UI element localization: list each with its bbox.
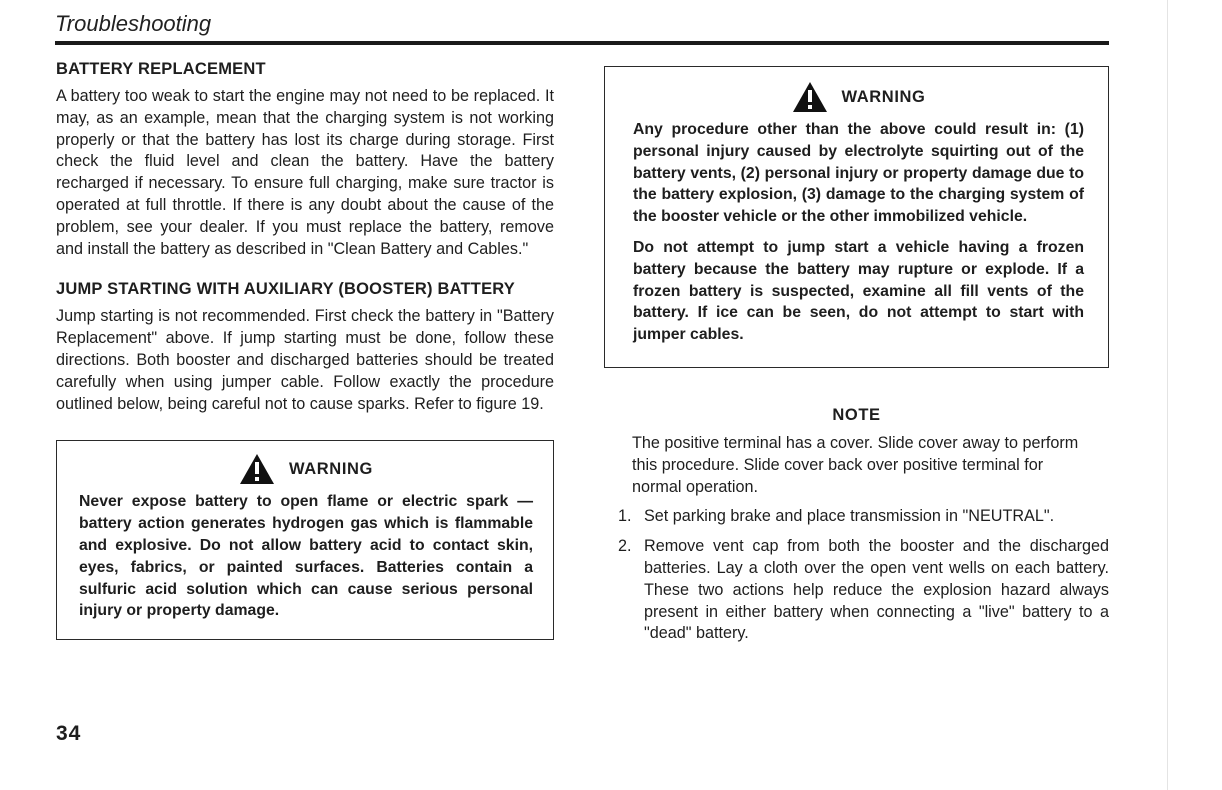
scan-edge-line — [1167, 0, 1168, 790]
warning-triangle-icon — [792, 81, 828, 113]
warning-text-frozen: Do not attempt to jump start a vehicle having a frozen battery because the battery may rupture or explode. If a frozen battery is suspected, examine all fill vents of the battery. If ice can be seen, do not attempt to start with jumper cables. — [633, 238, 1084, 344]
page-number: 34 — [56, 722, 82, 745]
battery-replacement-paragraph: A battery too weak to start the engine may not need to be replaced. It may, as an example, mean that the charging system is not working properly or that the battery has lost its charge during storage. First check the fluid level and clean the battery. Have the battery recharged if necessary. To ensure full charging, make sure tractor is operated at full throttle. If there is any doubt about the cause of the problem, see your dealer. If you must replace the battery, remove and install the battery as described in "Clean Battery and Cables." — [56, 87, 554, 258]
page-header-title: Troubleshooting — [55, 11, 212, 36]
note-text: The positive terminal has a cover. Slide cover away to perform this procedure. Slide cover back over positive terminal for normal operation. — [632, 433, 1079, 496]
list-item — [604, 536, 1109, 645]
right-column — [604, 66, 1109, 653]
jump-starting-heading: JUMP STARTING WITH AUXILIARY (BOOSTER) BATTERY — [56, 280, 515, 299]
warning-box-spark — [56, 440, 554, 640]
step-text: Remove vent cap from both the booster and the discharged batteries. Lay a cloth over the open vent wells on each battery. These two actions help reduce the explosion hazard always present in either battery when connecting a "live" battery to a "dead" battery. — [644, 537, 1109, 643]
list-item — [604, 506, 1109, 528]
warning-triangle-icon — [239, 453, 275, 485]
note-heading: NOTE — [832, 405, 881, 424]
warning-header — [633, 81, 1084, 113]
warning-text: Never expose battery to open flame or electric spark — battery action generates hydrogen gas which is flammable and explosive. Do not allow battery acid to contact skin, eyes, fabrics, or painted surfaces. Batteries contain a sulfuric acid solution which can cause serious personal injury or property damage. — [79, 493, 533, 620]
left-column — [56, 60, 554, 640]
step-number: 1. — [618, 507, 632, 526]
procedure-steps — [604, 506, 1109, 645]
battery-replacement-heading: BATTERY REPLACEMENT — [56, 60, 266, 78]
warning-label: WARNING — [841, 87, 926, 106]
header-rule — [55, 41, 1109, 45]
warning-label: WARNING — [289, 459, 373, 478]
step-number: 2. — [618, 537, 632, 556]
warning-box-procedure — [604, 66, 1109, 368]
step-text: Set parking brake and place transmission in "NEUTRAL". — [644, 507, 1055, 526]
warning-header — [79, 453, 533, 485]
jump-starting-paragraph: Jump starting is not recommended. First check the battery in "Battery Replacement" above. If jump starting must be done, follow these directions. Both booster and discharged batteries should be treated carefully when using jumper cable. Follow exactly the procedure outlined below, being careful not to cause sparks. Refer to figure 19. — [56, 307, 554, 413]
warning-text-procedure: Any procedure other than the above could result in: (1) personal injury caused by electrolyte squirting out of the battery vents, (2) personal injury or property damage due to the battery explosion, (3) damage to the charging system of the booster vehicle or the other immobilized vehicle. — [633, 121, 1084, 226]
